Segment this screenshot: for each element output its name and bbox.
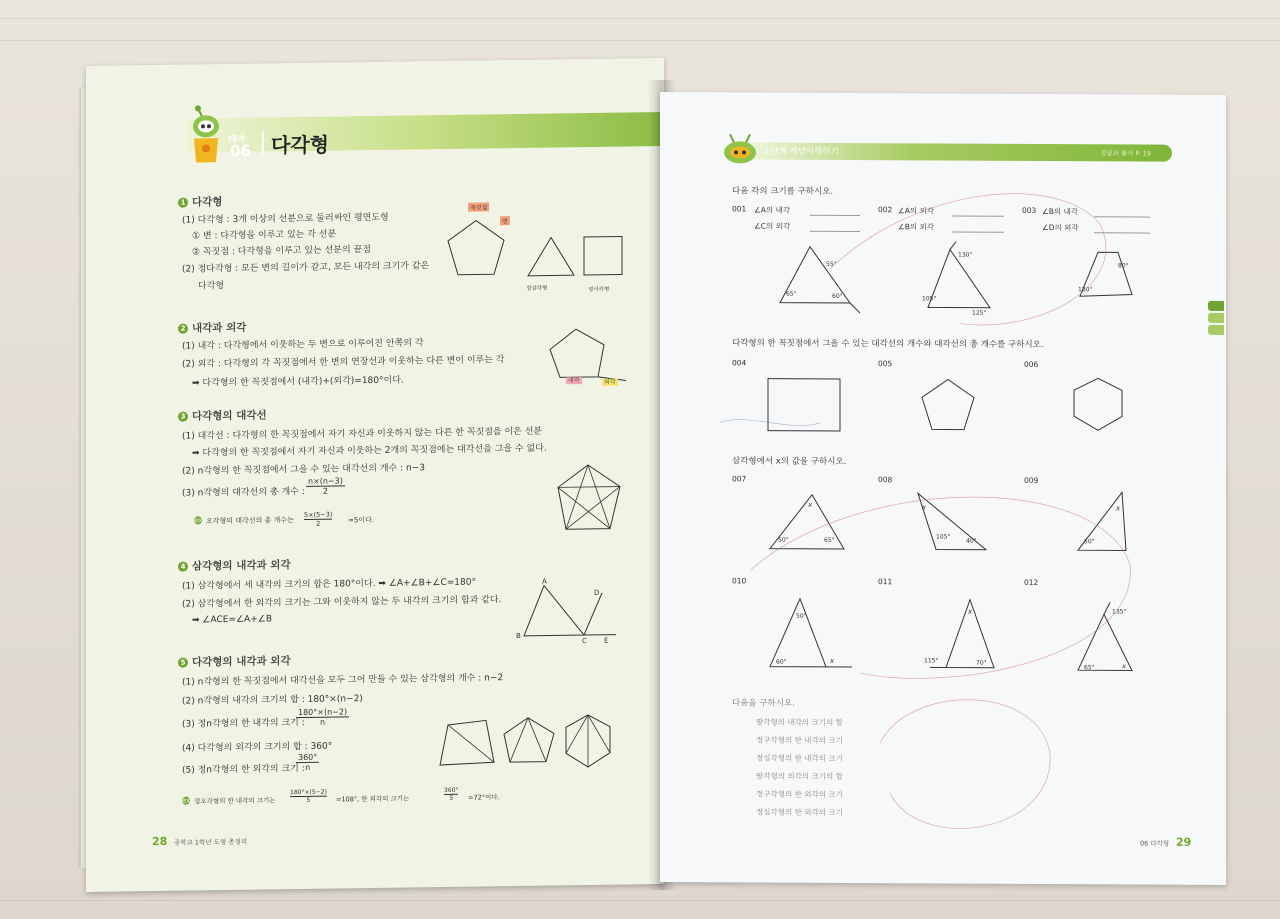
page-number: 29 [1176, 835, 1192, 849]
text-line: ➡ ∠ACE=∠A+∠B [192, 614, 272, 626]
question-text: ∠B의 외각 [898, 222, 934, 232]
formula-fraction: 360° n [298, 752, 318, 772]
question-text: 정십각형의 한 외각의 크기 [756, 807, 843, 817]
question-text: ∠D의 외각 [1042, 223, 1079, 233]
question-number: 011 [878, 577, 893, 587]
triangle-exterior-figure [516, 578, 626, 650]
formula-fraction: 180°×(n−2) n [298, 707, 348, 727]
left-page [86, 58, 664, 892]
angle-label: 130° [958, 251, 973, 259]
caption: 정삼각형 [526, 285, 548, 292]
text-line: ➡ 다각형의 한 꼭짓점에서 자기 자신과 이웃하는 2개의 꼭짓점에는 대각선을 그을 수 없다. [192, 443, 547, 459]
text-line: ① 변 : 다각형을 이루고 있는 각 선분 [192, 229, 337, 242]
instruction: 다음 각의 크기를 구하시오. [732, 186, 834, 197]
text-line: (1) 내각 : 다각형에서 이웃하는 두 변으로 이루어진 안쪽의 각 [182, 338, 424, 352]
pentagon-diagonals-figure [556, 462, 636, 535]
question-text: 팔각형의 외각의 크기의 합 [756, 771, 843, 781]
theme-number: 06 [230, 141, 251, 160]
example-fraction: 180°×(5−2) 5 [290, 788, 327, 804]
interior-tag: 내각 [568, 377, 580, 385]
angle-label: 50° [1084, 538, 1095, 546]
text-line: (2) n각형의 한 꼭짓점에서 그을 수 있는 대각선의 개수 : n−3 [182, 463, 425, 477]
point-label: A [542, 577, 547, 586]
section-title-4: 4 삼각형의 내각과 외각 [178, 557, 291, 574]
theme-tag: 테마 [228, 134, 246, 146]
text-line: (3) n각형의 대각선의 총 개수 : [182, 486, 305, 499]
side-tag: 변 [500, 216, 510, 225]
question-number: 012 [1024, 577, 1039, 587]
interior-exterior-figure [546, 326, 636, 397]
angle-label: 50° [796, 612, 807, 620]
exterior-tag: 외각 [604, 378, 616, 386]
angle-label: 120° [1078, 286, 1093, 294]
pencil-scribbles [660, 92, 1226, 885]
variable-x: x [808, 500, 813, 509]
footer-text: 06 다각형 [1140, 839, 1170, 848]
text-line: (1) 대각선 : 다각형의 한 꼭짓점에서 자기 자신과 이웃하지 않는 다른 한 꼭짓점을 이은 선분 [182, 426, 543, 442]
angle-label: 60° [832, 292, 843, 300]
question-number: 004 [732, 358, 747, 368]
text-line: (5) 정n각형의 한 외각의 크기 : [182, 763, 305, 776]
point-label: C [582, 637, 587, 646]
step-label: 1단계 개념이해하기 [765, 146, 839, 157]
formula-fraction: n×(n−3) 2 [308, 476, 343, 496]
question-number: 005 [878, 359, 893, 369]
angle-label: 65° [824, 536, 835, 544]
theme-banner [186, 111, 716, 152]
divider [262, 132, 264, 154]
variable-x: x [830, 656, 835, 665]
angle-label: 65° [786, 290, 797, 298]
text-line: (4) 다각형의 외각의 크기의 합 : 360° [182, 741, 333, 754]
point-label: B [516, 631, 521, 640]
point-label: D [594, 588, 600, 597]
question-text: 팔각형의 내각의 크기의 합 [756, 717, 843, 727]
section-title-1: 1 다각형 [178, 194, 222, 210]
question-text: 정십각형의 한 내각의 크기 [756, 753, 843, 763]
variable-x: x [922, 503, 927, 512]
angle-label: 55° [826, 260, 837, 268]
question-text: 정구각형의 한 내각의 크기 [756, 735, 843, 745]
angle-label: 125° [972, 309, 987, 317]
question-text: ∠A의 내각 [754, 205, 790, 215]
text-line: (2) n각형의 내각의 크기의 합 : 180°×(n−2) [182, 694, 363, 707]
right-page [660, 92, 1226, 885]
example-tail: =5이다. [348, 515, 375, 525]
example-tail: =72°이다. [468, 793, 500, 802]
angle-label: 105° [936, 533, 951, 541]
text-line: (2) 삼각형에서 한 외각의 크기는 그와 이웃하지 않는 두 내각의 크기의 합과 같다. [182, 595, 502, 610]
instruction: 다각형의 한 꼭짓점에서 그을 수 있는 대각선의 개수와 대각선의 총 개수를 구하시오. [732, 338, 1044, 351]
page-title: 다각형 [271, 132, 329, 158]
instruction: 다음을 구하시오. [732, 698, 795, 709]
question-number: 009 [1024, 475, 1039, 485]
angle-label: 135° [1112, 608, 1127, 616]
instruction: 삼각형에서 x의 값을 구하시오. [732, 456, 847, 467]
question-number: 008 [878, 475, 893, 485]
section-title-3: 3 다각형의 대각선 [178, 407, 267, 423]
text-line: (1) n각형의 한 꼭짓점에서 대각선을 모두 그어 만들 수 있는 삼각형의 개수 : n−2 [182, 673, 504, 688]
text-line: (1) 다각형 : 3개 이상의 선분으로 둘러싸인 평면도형 [182, 212, 389, 226]
question-number: 007 [732, 474, 747, 484]
text-line: (2) 정다각형 : 모든 변의 길이가 같고, 모든 내각의 크기가 같은 [182, 261, 430, 275]
footer-text: 중학교 1학년 도형 총정리 [174, 837, 248, 847]
text-line: (1) 삼각형에서 세 내각의 크기의 합은 180°이다. ➡ ∠A+∠B+∠C=180° [182, 577, 476, 592]
text-line: 다각형 [198, 281, 225, 292]
text-line: ② 꼭짓점 : 다각형을 이루고 있는 선분의 끝점 [192, 245, 371, 258]
section-title-2: 2 내각과 외각 [178, 320, 246, 336]
question-number: 003 [1022, 205, 1037, 215]
example-fraction: 5×(5−3) 2 [304, 510, 333, 528]
variable-x: x [1122, 662, 1127, 671]
angle-label: 65° [1084, 664, 1095, 672]
question-text: ∠A의 외각 [898, 206, 934, 216]
variable-x: x [1116, 504, 1121, 513]
angle-label: 40° [966, 537, 977, 545]
mascot-icon [186, 104, 226, 169]
question-text: ∠C의 외각 [754, 221, 791, 231]
question-text: 정구각형의 한 외각의 크기 [756, 789, 843, 799]
example-fraction: 360° 5 [444, 786, 459, 802]
text-line: (3) 정n각형의 한 내각의 크기 : [182, 717, 305, 730]
polygon-triangulation-figures [436, 712, 626, 775]
example-mid: =108°, 한 외각의 크기는 [336, 794, 410, 804]
vertex-tag: 꼭짓점 [468, 202, 489, 211]
angle-label: 115° [924, 657, 939, 665]
angle-label: 70° [976, 659, 987, 667]
text-line: (2) 외각 : 다각형의 각 꼭짓점에서 한 변의 연장선과 이웃하는 다른 변이 이루는 각 [182, 355, 505, 370]
question-text: ∠B의 내각 [1042, 207, 1078, 217]
angle-label: 80° [1118, 262, 1129, 270]
example-line: ex 정오각형의 한 내각의 크기는 [182, 796, 276, 806]
question-number: 001 [732, 204, 747, 214]
section-title-5: 5 다각형의 내각과 외각 [178, 653, 291, 670]
question-number: 006 [1024, 359, 1039, 369]
point-label: E [604, 636, 609, 645]
variable-x: x [968, 607, 973, 616]
question-number: 010 [732, 576, 747, 586]
page-number: 28 [152, 834, 168, 849]
angle-label: 60° [776, 658, 787, 666]
text-line: ➡ 다각형의 한 꼭짓점에서 (내각)+(외각)=180°이다. [192, 375, 404, 389]
example-line: ex 오각형의 대각선의 총 개수는 [194, 516, 294, 526]
question-number: 002 [878, 205, 893, 215]
angle-label: 50° [778, 536, 789, 544]
answer-ref: 정답과 풀이 P. 19 [1100, 149, 1151, 158]
caption: 정사각형 [588, 286, 610, 293]
angle-label: 105° [922, 295, 937, 303]
